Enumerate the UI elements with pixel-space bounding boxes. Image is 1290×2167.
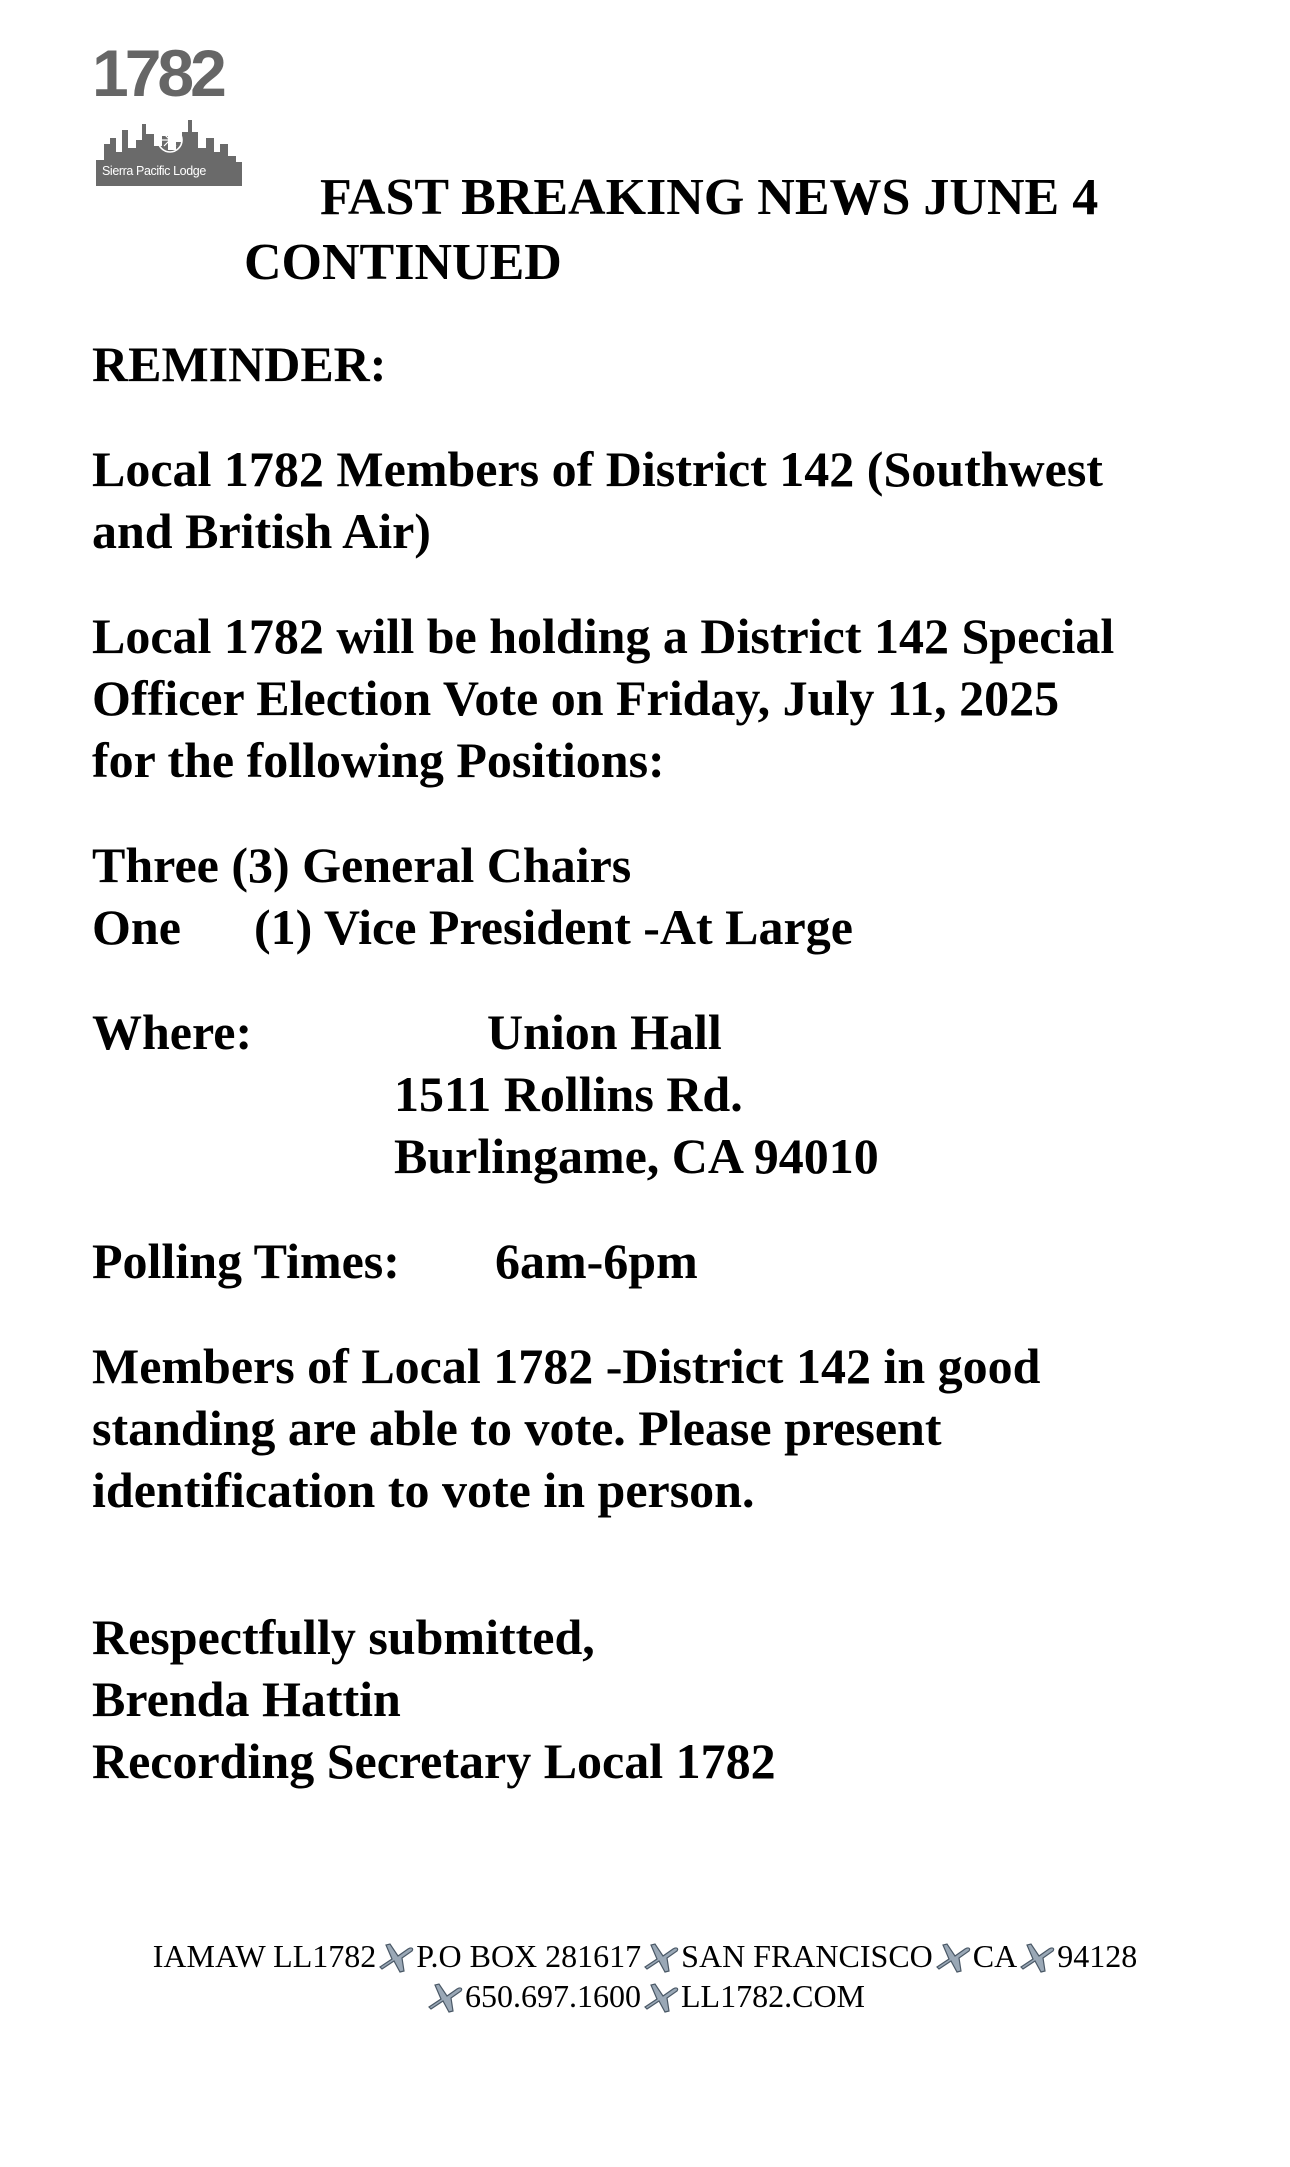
footer-state: CA — [972, 1938, 1018, 1974]
signature-title: Recording Secretary Local 1782 — [92, 1733, 776, 1789]
airplane-icon — [425, 1979, 465, 2013]
election-line: Local 1782 will be holding a District 142 Special — [92, 608, 1115, 664]
location-row — [92, 1125, 1242, 1187]
notice-body — [92, 333, 1242, 1792]
location-label: Where: — [92, 1004, 253, 1060]
footer-website: LL1782.COM — [681, 1978, 865, 2014]
logo-number: 1782 — [92, 36, 223, 110]
signature-closing: Respectfully submitted, — [92, 1609, 595, 1665]
reminder-label — [92, 333, 1242, 395]
positions-list — [92, 834, 1242, 958]
eligibility-line: Members of Local 1782 -District 142 in good — [92, 1338, 1041, 1394]
reminder-text: REMINDER: — [92, 336, 387, 392]
position-text: Three (3) General Chairs — [92, 837, 632, 893]
location-line: 1511 Rollins Rd. — [394, 1066, 743, 1122]
polling-block — [92, 1230, 1242, 1292]
footer-line-1 — [0, 1936, 1290, 1976]
eligibility-line: identification to vote in person. — [92, 1462, 755, 1518]
eligibility-paragraph — [92, 1335, 1242, 1521]
members-line: Local 1782 Members of District 142 (Southwest — [92, 441, 1103, 497]
footer-phone: 650.697.1600 — [465, 1978, 641, 2014]
members-paragraph — [92, 438, 1242, 562]
location-row — [92, 1001, 1242, 1063]
footer-org: IAMAW LL1782 — [152, 1938, 377, 1974]
airplane-icon — [376, 1939, 416, 1973]
position-item — [92, 896, 1242, 958]
election-line: for the following Positions: — [92, 732, 665, 788]
location-row — [92, 1063, 1242, 1125]
footer-line-2 — [0, 1976, 1290, 2016]
footer-address — [0, 1936, 1290, 2016]
airplane-icon — [641, 1939, 681, 1973]
position-text: (1) Vice President -At Large — [254, 899, 853, 955]
airplane-icon — [1017, 1939, 1057, 1973]
members-line: and British Air) — [92, 503, 431, 559]
election-line: Officer Election Vote on Friday, July 11, 2025 — [92, 670, 1060, 726]
footer-city: SAN FRANCISCO — [681, 1938, 933, 1974]
footer-zip: 94128 — [1057, 1938, 1138, 1974]
signature-name: Brenda Hattin — [92, 1671, 401, 1727]
location-block — [92, 1001, 1242, 1187]
heading-line-2: CONTINUED — [244, 234, 562, 291]
eligibility-line: standing are able to vote. Please present — [92, 1400, 942, 1456]
signature-block — [92, 1606, 1242, 1792]
airplane-icon — [641, 1979, 681, 2013]
election-paragraph — [92, 605, 1242, 791]
location-line: Burlingame, CA 94010 — [394, 1128, 879, 1184]
footer-pobox: P.O BOX 281617 — [416, 1938, 642, 1974]
polling-value: 6am-6pm — [495, 1233, 698, 1289]
heading-line-1: FAST BREAKING NEWS JUNE 4 — [320, 169, 1099, 226]
airplane-icon — [933, 1939, 973, 1973]
location-line: Union Hall — [487, 1004, 722, 1060]
position-item — [92, 834, 1242, 896]
polling-row — [92, 1230, 1242, 1292]
position-count-word: One — [92, 899, 181, 955]
logo-subtitle: Sierra Pacific Lodge — [102, 164, 206, 178]
polling-label: Polling Times: — [92, 1233, 400, 1289]
lodge-logo — [92, 36, 240, 178]
